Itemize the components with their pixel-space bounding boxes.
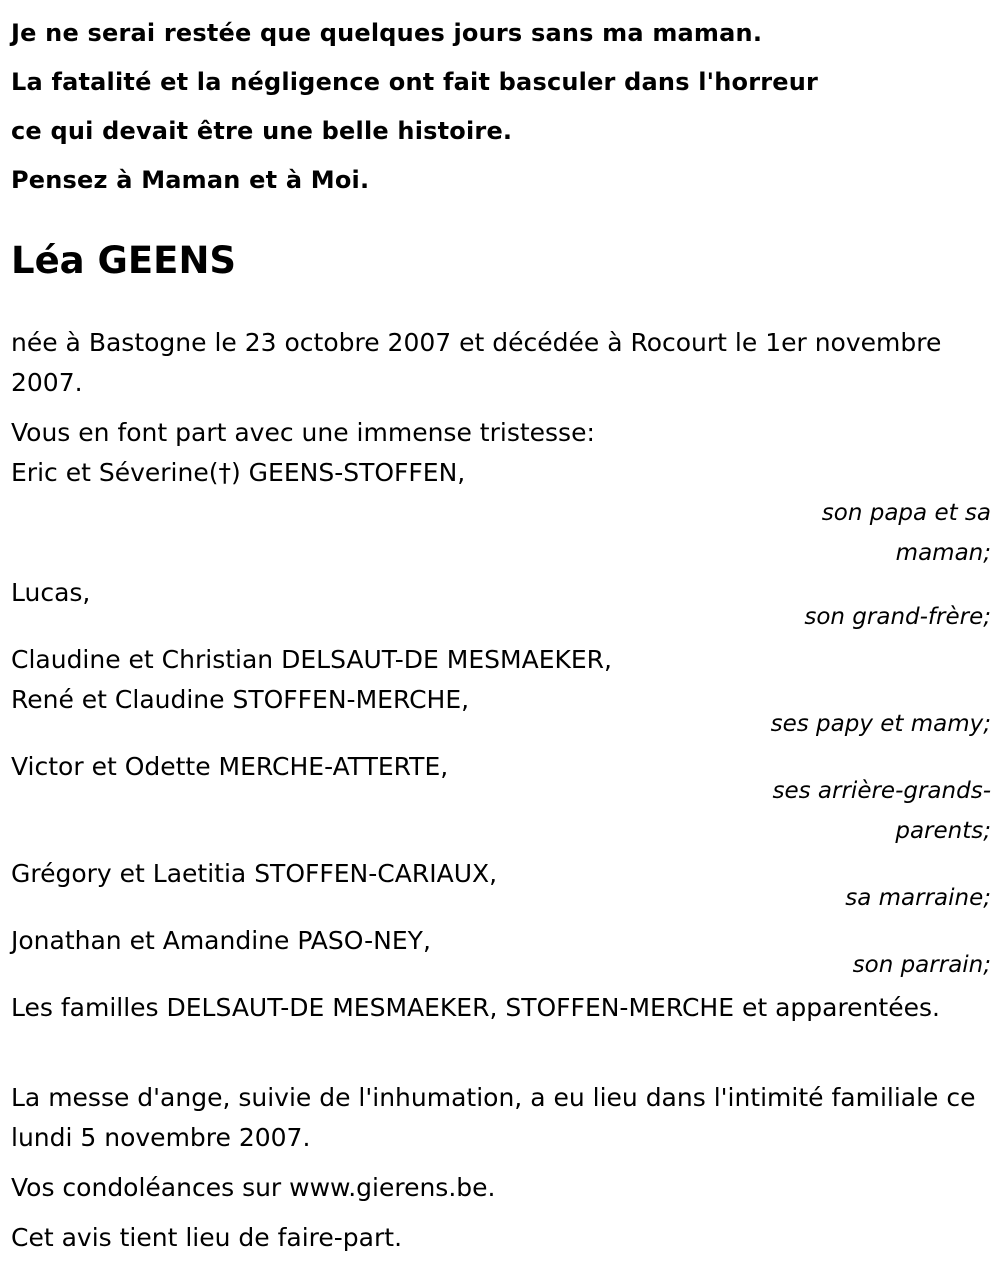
deceased-name: Léa GEENS [11,239,237,282]
intro-line-3: ce qui devait être une belle histoire. [11,117,513,145]
family-entry-grandparents [11,640,991,744]
family-entry-godfather [11,921,991,985]
family-names: Jonathan et Amandine PASO-NEY, [11,926,431,955]
family-names: Lucas, [11,578,91,607]
intro-line-4: Pensez à Maman et à Moi. [11,166,370,194]
family-role: ses papy et mamy; [770,711,991,737]
intro-message [11,9,991,205]
mass-text: La messe d'ange, suivie de l'inhumation, a eu lieu dans l'intimité familiale ce lundi 5 novembre 2007. [11,1083,976,1152]
family-entry-brother [11,573,991,637]
families-text: Les familles DELSAUT-DE MESMAEKER, STOFFEN-MERCHE et apparentées. [11,993,940,1022]
family-role: sa marraine; [845,885,991,911]
family-names: Grégory et Laetitia STOFFEN-CARIAUX, [11,859,498,888]
family-role: ses arrière-grands-parents; [772,778,991,844]
family-names: Eric et Séverine(†) GEENS-STOFFEN, [11,458,466,487]
notice-text: Cet avis tient lieu de faire-part. [11,1223,403,1252]
family-role: son grand-frère; [804,604,991,630]
birth-death-text: née à Bastogne le 23 octobre 2007 et décédée à Rocourt le 1er novembre 2007. [11,328,942,397]
family-entry-parents [11,453,991,573]
intro-line-1: Je ne serai restée que quelques jours sans ma maman. [11,19,763,47]
family-names: Claudine et Christian DELSAUT-DE MESMAEKER, [11,645,613,674]
family-role: son papa et sa maman; [821,500,991,566]
family-names: René et Claudine STOFFEN-MERCHE, [11,685,470,714]
announce-text: Vous en font part avec une immense tristesse: [11,418,595,447]
family-names: Victor et Odette MERCHE-ATTERTE, [11,752,449,781]
family-role: son parrain; [852,952,991,978]
family-entry-godmother [11,854,991,918]
condolences-text: Vos condoléances sur www.gierens.be. [11,1173,496,1202]
family-entry-great-grandparents [11,747,991,851]
intro-line-2: La fatalité et la négligence ont fait basculer dans l'horreur [11,68,819,96]
obituary-notice [11,0,991,1258]
